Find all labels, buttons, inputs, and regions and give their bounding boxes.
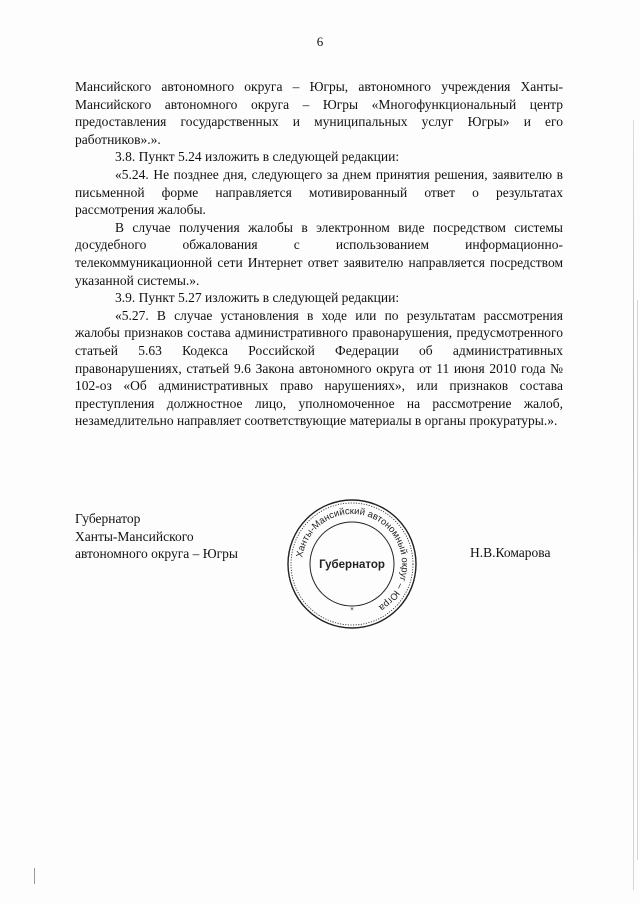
seal-center-text: Губернатор <box>319 559 385 571</box>
scan-edge-shadow-secondary <box>637 300 638 860</box>
seal-graphic <box>284 496 420 632</box>
document-body <box>75 78 563 430</box>
paragraph-clause-5-27: «5.27. В случае установления в ходе или по результатам рассмотрения жалобы признаков состава административного правонарушения, предусмотренного статьей 5.63 Кодекса Российской Федерации об административных правонарушениях, статьей 9.6 Закона автономного округа от 11 июня 2010 года № 102-оз «Об административных право нарушениях», или признаков состава преступления должностное лицо, уполномоченное на рассмотрение жалоб, незамедлительно направляет соответствующие материалы в органы прокуратуры.». <box>75 307 563 429</box>
page-number: 6 <box>316 34 324 49</box>
signatory-title-line-3: автономного округа – Югры <box>75 546 238 562</box>
scan-artifact-mark <box>34 868 35 884</box>
signatory-title <box>75 510 238 563</box>
paragraph-electronic-complaint: В случае получения жалобы в электронном виде посредством системы досудебного обжалования с использованием информационно-телекоммуникационной сети Интернет ответ заявителю направляется посредством указанной системы.». <box>75 219 563 288</box>
signatory-title-line-2: Ханты-Мансийского <box>75 528 194 544</box>
signatory-title-line-1: Губернатор <box>75 511 141 526</box>
official-seal <box>284 496 420 632</box>
scan-edge-shadow <box>633 120 634 890</box>
seal-ring-text: Ханты-Мансийский автономный округ – Югра <box>294 505 411 614</box>
paragraph-item-3-9: 3.9. Пункт 5.27 изложить в следующей редакции: <box>115 290 400 306</box>
paragraph-item-3-8: 3.8. Пункт 5.24 изложить в следующей редакции: <box>115 149 400 165</box>
paragraph-clause-5-24: «5.24. Не позднее дня, следующего за днем принятия решения, заявителю в письменной форме направляется мотивированный ответ о результатах рассмотрения жалобы. <box>75 166 563 218</box>
seal-star-mark: * <box>350 606 354 614</box>
signer-name: Н.В.Комарова <box>470 545 551 560</box>
paragraph-continuation: Мансийского автономного округа – Югры, автономного учреждения Ханты-Мансийского автономного округа – Югры «Многофункциональный центр предоставления государственных и муниципальных услуг Югры» и его работников».». <box>75 79 563 147</box>
